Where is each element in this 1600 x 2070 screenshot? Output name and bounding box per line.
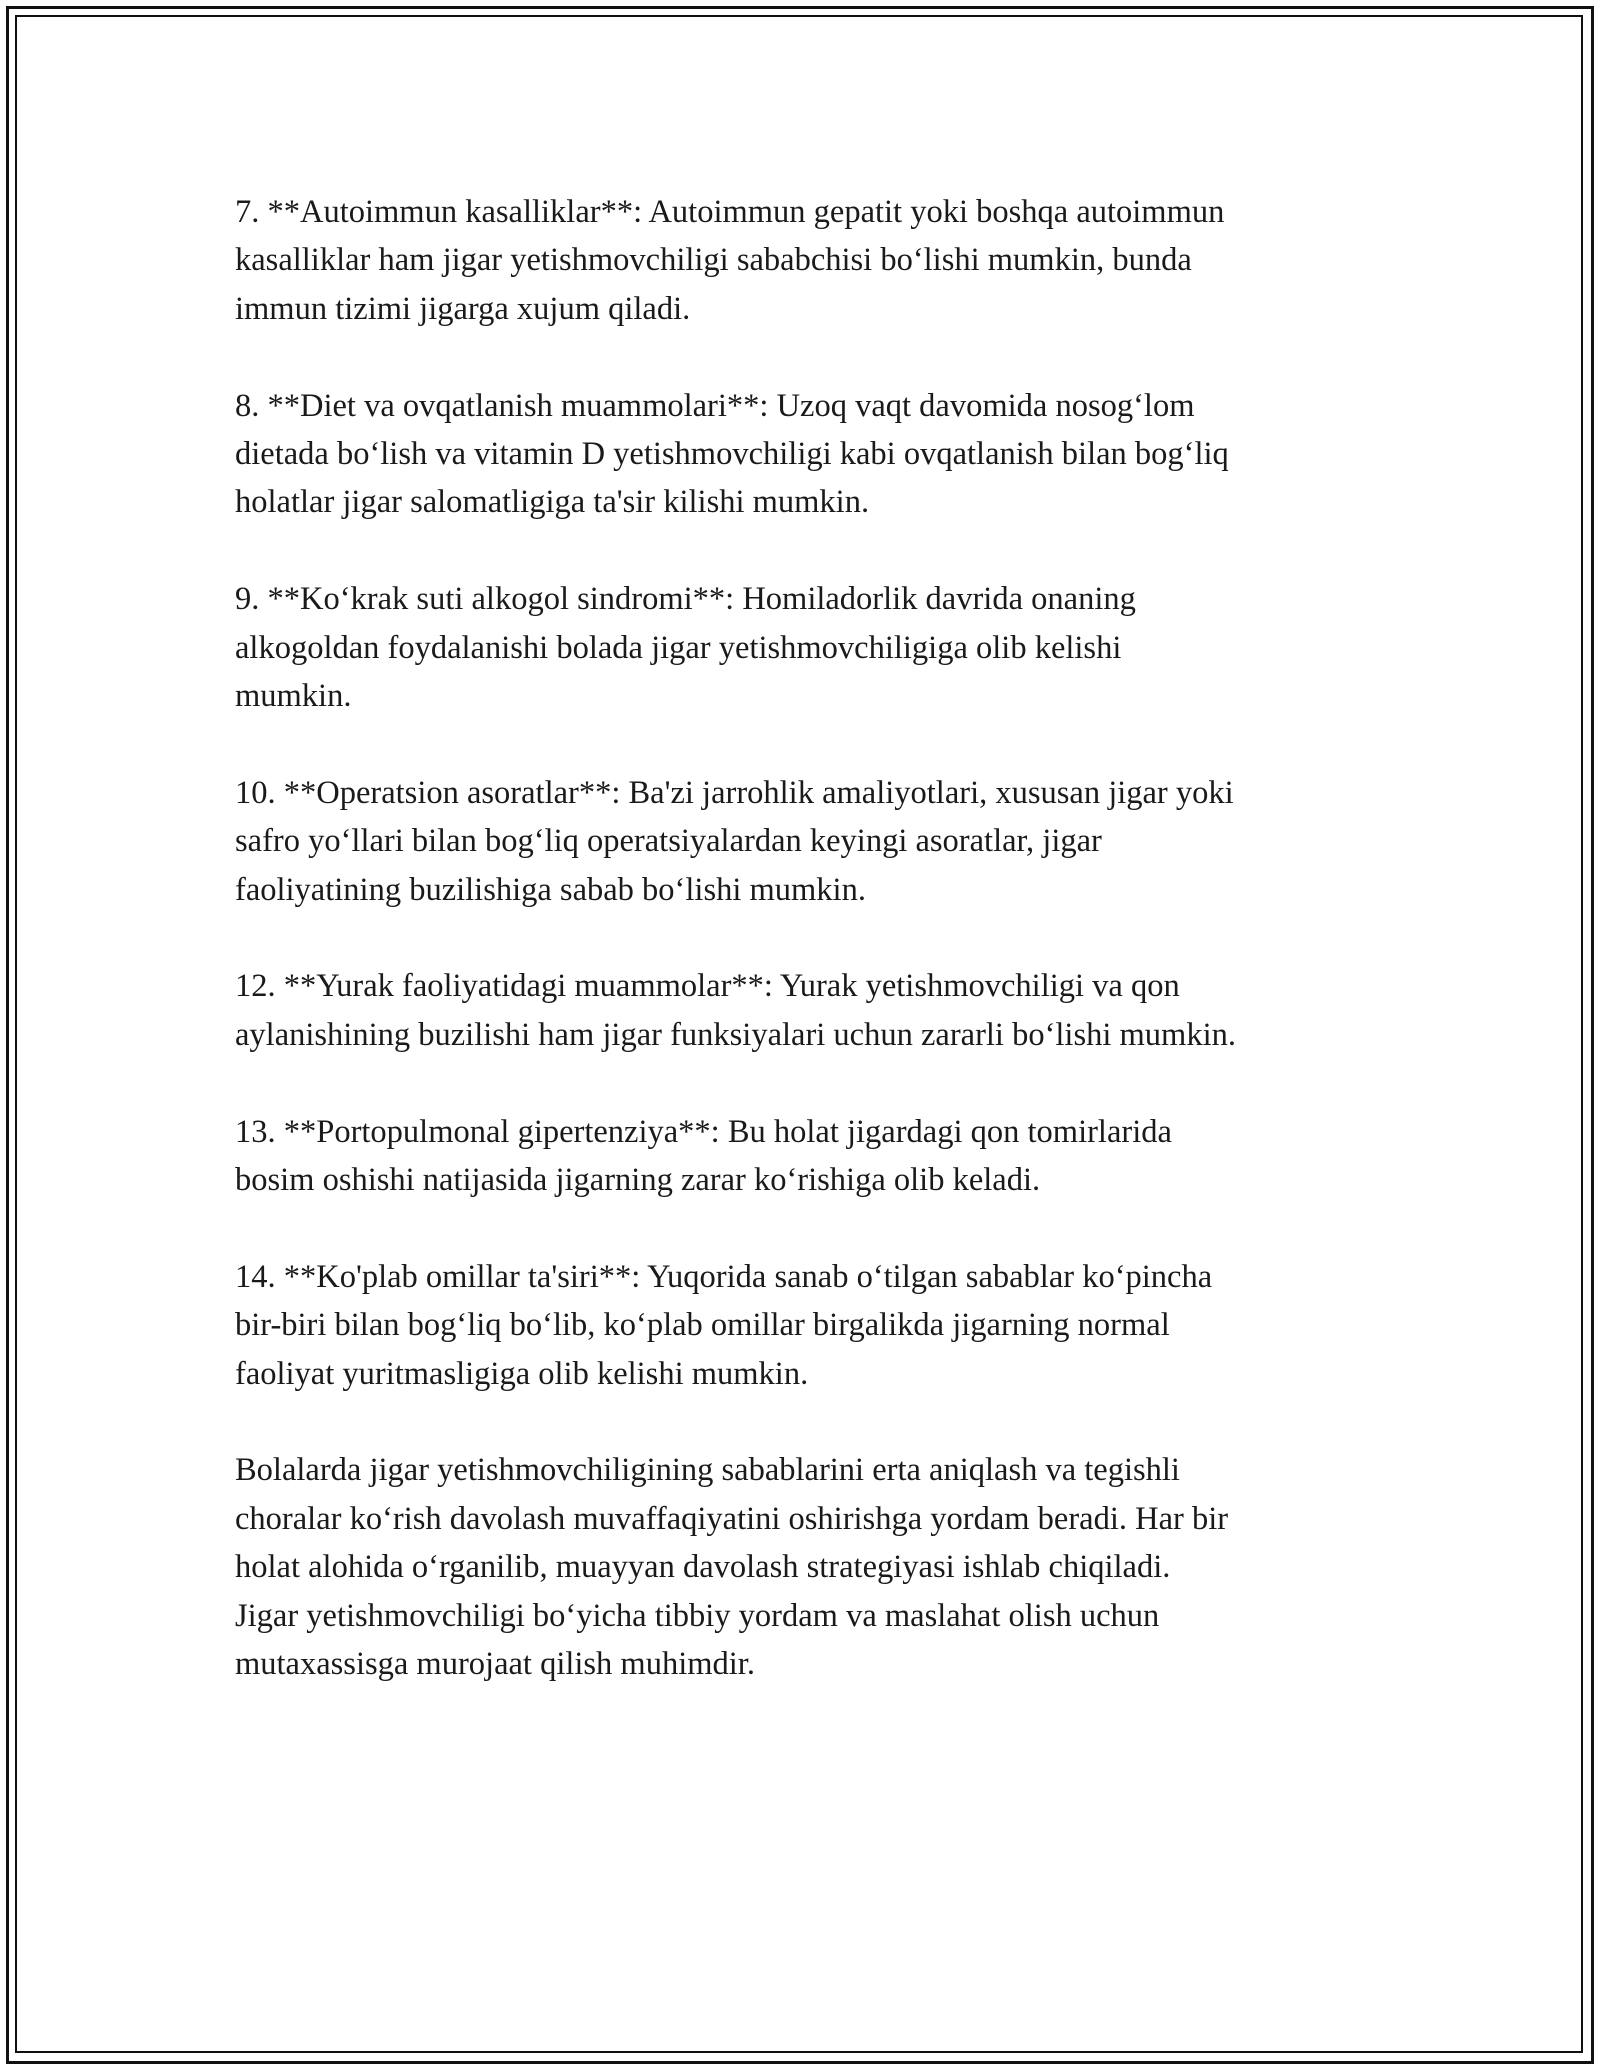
text-line: holat alohida o‘rganilib, muayyan davolash strategiyasi ishlab chiqiladi.	[235, 1549, 1171, 1586]
document-body	[235, 188, 1380, 1737]
text-line: mutaxassisga murojaat qilish muhimdir.	[235, 1646, 755, 1683]
text-line: bir-biri bilan bog‘liq bo‘lib, ko‘plab omillar birgalikda jigarning normal	[235, 1307, 1170, 1344]
paragraph-item-13	[235, 1108, 1380, 1205]
paragraph-item-12	[235, 962, 1380, 1059]
text-line: faoliyat yuritmasligiga olib kelishi mumkin.	[235, 1355, 809, 1392]
paragraph-item-10	[235, 769, 1380, 914]
text-line: mumkin.	[235, 678, 352, 715]
text-line: aylanishining buzilishi ham jigar funksiyalari uchun zararli bo‘lishi mumkin.	[235, 1016, 1236, 1053]
text-line: 9. **Ko‘krak suti alkogol sindromi**: Homiladorlik davrida onaning	[235, 581, 1136, 618]
text-line: alkogoldan foydalanishi bolada jigar yetishmovchiligiga olib kelishi	[235, 629, 1122, 666]
text-line: immun tizimi jigarga xujum qiladi.	[235, 290, 691, 327]
text-line: kasalliklar ham jigar yetishmovchiligi sababchisi bo‘lishi mumkin, bunda	[235, 242, 1192, 279]
text-line: 7. **Autoimmun kasalliklar**: Autoimmun gepatit yoki boshqa autoimmun	[235, 194, 1225, 230]
paragraph-conclusion	[235, 1446, 1380, 1688]
text-line: dietada bo‘lish va vitamin D yetishmovchiligi kabi ovqatlanish bilan bog‘liq	[235, 436, 1229, 473]
text-line: 13. **Portopulmonal gipertenziya**: Bu holat jigardagi qon tomirlarida	[235, 1113, 1172, 1150]
text-line: safro yo‘llari bilan bog‘liq operatsiyalardan keyingi asoratlar, jigar	[235, 823, 1102, 860]
text-line: bosim oshishi natijasida jigarning zarar ko‘rishiga olib keladi.	[235, 1162, 1041, 1199]
text-line: 8. **Diet va ovqatlanish muammolari**: Uzoq vaqt davomida nosog‘lom	[235, 387, 1195, 424]
text-line: faoliyatining buzilishiga sabab bo‘lishi mumkin.	[235, 871, 866, 908]
text-line: 10. **Operatsion asoratlar**: Ba'zi jarrohlik amaliyotlari, xususan jigar yoki	[235, 774, 1234, 811]
paragraph-item-14	[235, 1253, 1380, 1398]
paragraph-item-9	[235, 575, 1380, 720]
text-line: Bolalarda jigar yetishmovchiligining sabablarini erta aniqlash va tegishli	[235, 1452, 1180, 1489]
paragraph-item-8	[235, 382, 1380, 527]
text-line: 14. **Ko'plab omillar ta'siri**: Yuqorida sanab o‘tilgan sabablar ko‘pincha	[235, 1258, 1213, 1295]
paragraph-item-7	[235, 188, 1380, 333]
text-line: choralar ko‘rish davolash muvaffaqiyatini oshirishga yordam beradi. Har bir	[235, 1500, 1229, 1537]
text-line: 12. **Yurak faoliyatidagi muammolar**: Yurak yetishmovchiligi va qon	[235, 968, 1180, 1005]
text-line: Jigar yetishmovchiligi bo‘yicha tibbiy yordam va maslahat olish uchun	[235, 1597, 1160, 1634]
text-line: holatlar jigar salomatligiga ta'sir kilishi mumkin.	[235, 484, 870, 521]
